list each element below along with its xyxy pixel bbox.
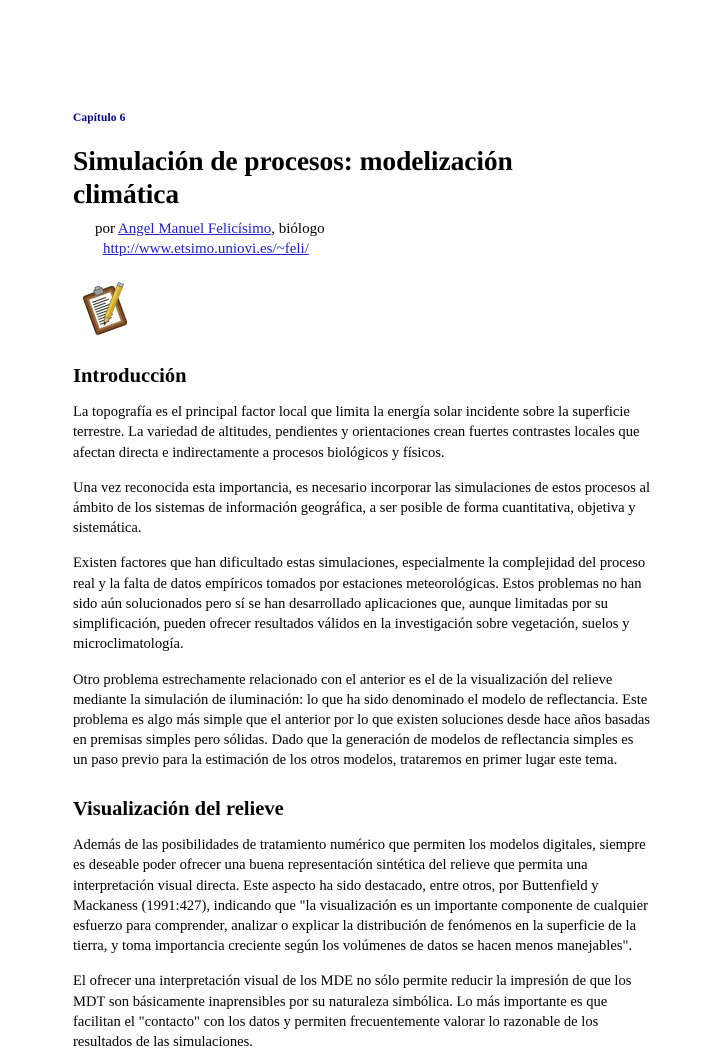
author-link[interactable]: Angel Manuel Felicísimo (117, 220, 272, 237)
chapter-label: Capítulo 6 (73, 112, 126, 124)
byline-author-line (95, 220, 651, 240)
byline-url-line (95, 240, 651, 260)
paragraph: El ofrecer una interpretación visual de los MDE no sólo permite reducir la impresión de que los MDT son básicamente inaprensibles por su naturaleza simbólica. Lo más importante es que facilitan el "contacto" con los datos y permiten frecuentemente valorar lo razonable de los resultados de las simulaciones. (73, 973, 632, 1050)
byline (73, 220, 651, 260)
section-heading-introduccion: Introducción (73, 364, 187, 387)
clipboard-pencil-icon (77, 282, 137, 338)
paragraph: La topografía es el principal factor local que limita la energía solar incidente sobre la superficie terrestre. La variedad de altitudes, pendientes y orientaciones crean fuertes contrastes locales que afectan directa e indirectamente a procesos biológicos y físicos. (73, 404, 640, 461)
paragraph: Además de las posibilidades de tratamiento numérico que permiten los modelos digitales, siempre es deseable poder ofrecer una buena representación sintética del relieve que permita una interpretación visual directa. Este aspecto ha sido destacado, entre otros, por Buttenfield y Mackaness (1991:427), indicando que "la visualización es un importante componente de cualquier esfuerzo para comprender, analizar o explicar la distribución de fenómenos en la superficie de la tierra, y toma importancia creciente según los volúmenes de datos se hacen menos manejables". (73, 837, 648, 955)
homepage-url-link[interactable]: http://www.etsimo.uniovi.es/~feli/ (103, 240, 309, 257)
byline-suffix: , biólogo (271, 220, 325, 237)
document-content (73, 112, 651, 1052)
paragraph: Una vez reconocida esta importancia, es necesario incorporar las simulaciones de estos procesos al ámbito de los sistemas de información geográfica, a ser posible de forma cuantitativa, objetiva y sistemática. (73, 479, 651, 537)
byline-prefix: por (95, 220, 118, 237)
paragraph: Otro problema estrechamente relacionado con el anterior es el de la visualización del relieve mediante la simulación de iluminación: lo que ha sido denominado el modelo de reflectancia. Este problema es algo más simple que el anterior por lo que existen soluciones desde hace años basadas en premisas simples pero sólidas. Dado que la generación de modelos de reflectancia simples es un paso previo para la estimación de los otros modelos, trataremos en primer lugar este tema. (73, 671, 651, 769)
section-heading-visualizacion-del-relieve: Visualización del relieve (73, 797, 284, 820)
page-title: Simulación de procesos: modelización climática (73, 144, 513, 209)
paragraph: Existen factores que han dificultado estas simulaciones, especialmente la complejidad del proceso real y la falta de datos empíricos tomados por estaciones meteorológicas. Estos problemas no han sido aún solucionados pero sí se han desarrollado aplicaciones que, aunque limitadas por su simplificación, pueden ofrecer resultados válidos en la investigación sobre vegetación, suelos y microclimatología. (73, 555, 646, 653)
